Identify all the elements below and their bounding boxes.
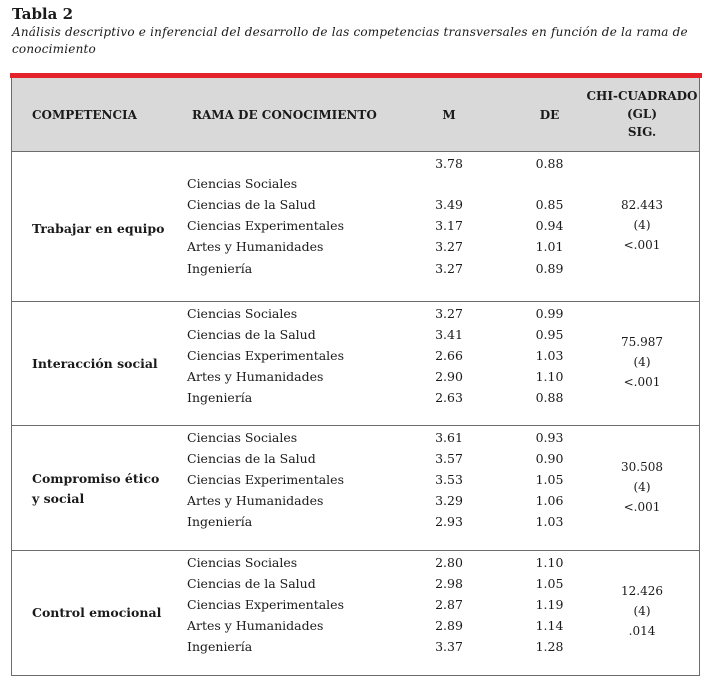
sd-cell: 0.88: [535, 390, 564, 405]
sd-cell: 1.06: [535, 493, 564, 508]
competencia-label: [32, 354, 158, 374]
competencia-line: Compromiso ético: [32, 471, 160, 486]
sd-cell: 1.01: [535, 239, 564, 254]
mean-cell: 3.49: [435, 197, 463, 212]
rama-cell: Ciencias de la Salud: [187, 327, 316, 342]
sd-cell: 1.05: [535, 576, 564, 591]
sig-value: <.001: [623, 238, 661, 252]
mean-cell: 3.27: [435, 261, 463, 276]
mean-cell: 2.98: [435, 576, 463, 591]
data-table: [11, 78, 700, 676]
rama-cell: Ciencias Sociales: [187, 306, 298, 321]
gl-value: (4): [633, 604, 651, 618]
header-chi-line1: CHI-CUADRADO: [586, 89, 698, 103]
mean-cell: 2.66: [435, 348, 463, 363]
sd-cell: 0.89: [535, 261, 564, 276]
rama-cell: Ciencias Experimentales: [187, 472, 344, 487]
table-title: Tabla 2: [12, 5, 74, 23]
competencia-line: Trabajar en equipo: [32, 221, 165, 236]
rama-cell: Ciencias Sociales: [187, 430, 298, 445]
sd-cell: 0.95: [535, 327, 564, 342]
competencia-group: [12, 152, 699, 302]
competencia-line: Interacción social: [32, 356, 158, 371]
sd-cell: 1.28: [535, 639, 564, 654]
mean-cell: 2.93: [435, 514, 463, 529]
mean-cell: 3.53: [435, 472, 463, 487]
mean-cell: 3.17: [435, 218, 463, 233]
rama-cell: Ingeniería: [187, 639, 253, 654]
rama-cell: Ciencias de la Salud: [187, 576, 316, 591]
rama-cell: Ciencias de la Salud: [187, 451, 316, 466]
competencia-label: [32, 469, 159, 509]
rama-cell: Ciencias Experimentales: [187, 597, 344, 612]
sd-cell: 1.14: [535, 618, 564, 633]
rama-cell: Artes y Humanidades: [187, 239, 324, 254]
rama-cell: Ingeniería: [187, 261, 253, 276]
mean-cell: 3.27: [435, 306, 463, 321]
header-m: M: [442, 108, 456, 122]
rama-cell: Ciencias de la Salud: [187, 197, 316, 212]
chi-square-cell: [602, 457, 682, 517]
mean-cell: 2.89: [435, 618, 463, 633]
mean-cell: 2.90: [435, 369, 463, 384]
sd-cell: 1.03: [535, 348, 564, 363]
sd-cell: 1.10: [535, 555, 564, 570]
rama-cell: Artes y Humanidades: [187, 618, 324, 633]
sd-cell: 0.93: [535, 430, 564, 445]
chi-square-cell: [602, 195, 682, 255]
mean-cell: 3.27: [435, 239, 463, 254]
table-caption: Análisis descriptivo e inferencial del desarrollo de las competencias transversales en función de la rama de conocimiento: [12, 25, 688, 56]
chi-value: 82.443: [621, 198, 663, 212]
sd-cell: 0.90: [535, 451, 564, 466]
rama-cell: Ciencias Experimentales: [187, 348, 344, 363]
competencia-group: [12, 551, 699, 675]
chi-square-cell: [602, 581, 682, 641]
mean-cell: 3.57: [435, 451, 463, 466]
header-chi-line3: SIG.: [627, 125, 657, 139]
sig-value: .014: [628, 624, 656, 638]
mean-cell: 3.37: [435, 639, 463, 654]
sd-cell: 0.99: [535, 306, 564, 321]
sd-cell: 0.94: [535, 218, 564, 233]
chi-value: 12.426: [621, 584, 663, 598]
competencia-line: Control emocional: [32, 605, 162, 620]
header-chi-line2: (GL): [626, 107, 658, 121]
rama-cell: Ciencias Sociales: [187, 176, 298, 191]
competencia-group: [12, 426, 699, 551]
rama-cell: Ingeniería: [187, 514, 253, 529]
header-rama: RAMA DE CONOCIMIENTO: [192, 108, 377, 122]
competencia-line: y social: [32, 491, 85, 506]
competencia-group: [12, 302, 699, 426]
header-de: DE: [539, 108, 560, 122]
chi-value: 75.987: [621, 335, 663, 349]
rama-cell: Ciencias Experimentales: [187, 218, 344, 233]
rama-cell: Ingeniería: [187, 390, 253, 405]
sd-cell: 1.19: [535, 597, 564, 612]
mean-cell: 2.87: [435, 597, 463, 612]
sd-cell: 1.05: [535, 472, 564, 487]
sd-cell: 1.03: [535, 514, 564, 529]
chi-value: 30.508: [621, 460, 663, 474]
sig-value: <.001: [623, 500, 661, 514]
gl-value: (4): [633, 218, 651, 232]
sig-value: <.001: [623, 375, 661, 389]
mean-cell: 3.29: [435, 493, 463, 508]
mean-cell: 3.61: [435, 430, 463, 445]
sd-cell: 0.88: [535, 156, 564, 171]
mean-cell: 3.78: [435, 156, 463, 171]
gl-value: (4): [633, 480, 651, 494]
sd-cell: 1.10: [535, 369, 564, 384]
sd-cell: 0.85: [535, 197, 564, 212]
header-chi: [582, 87, 702, 141]
mean-cell: 3.41: [435, 327, 463, 342]
table-header: [12, 78, 699, 152]
rama-cell: Ciencias Sociales: [187, 555, 298, 570]
header-competencia: COMPETENCIA: [32, 108, 137, 122]
rama-cell: Artes y Humanidades: [187, 369, 324, 384]
mean-cell: 2.63: [435, 390, 463, 405]
competencia-label: [32, 603, 161, 623]
gl-value: (4): [633, 355, 651, 369]
mean-cell: 2.80: [435, 555, 463, 570]
rama-cell: Artes y Humanidades: [187, 493, 324, 508]
chi-square-cell: [602, 332, 682, 392]
competencia-label: [32, 219, 164, 239]
